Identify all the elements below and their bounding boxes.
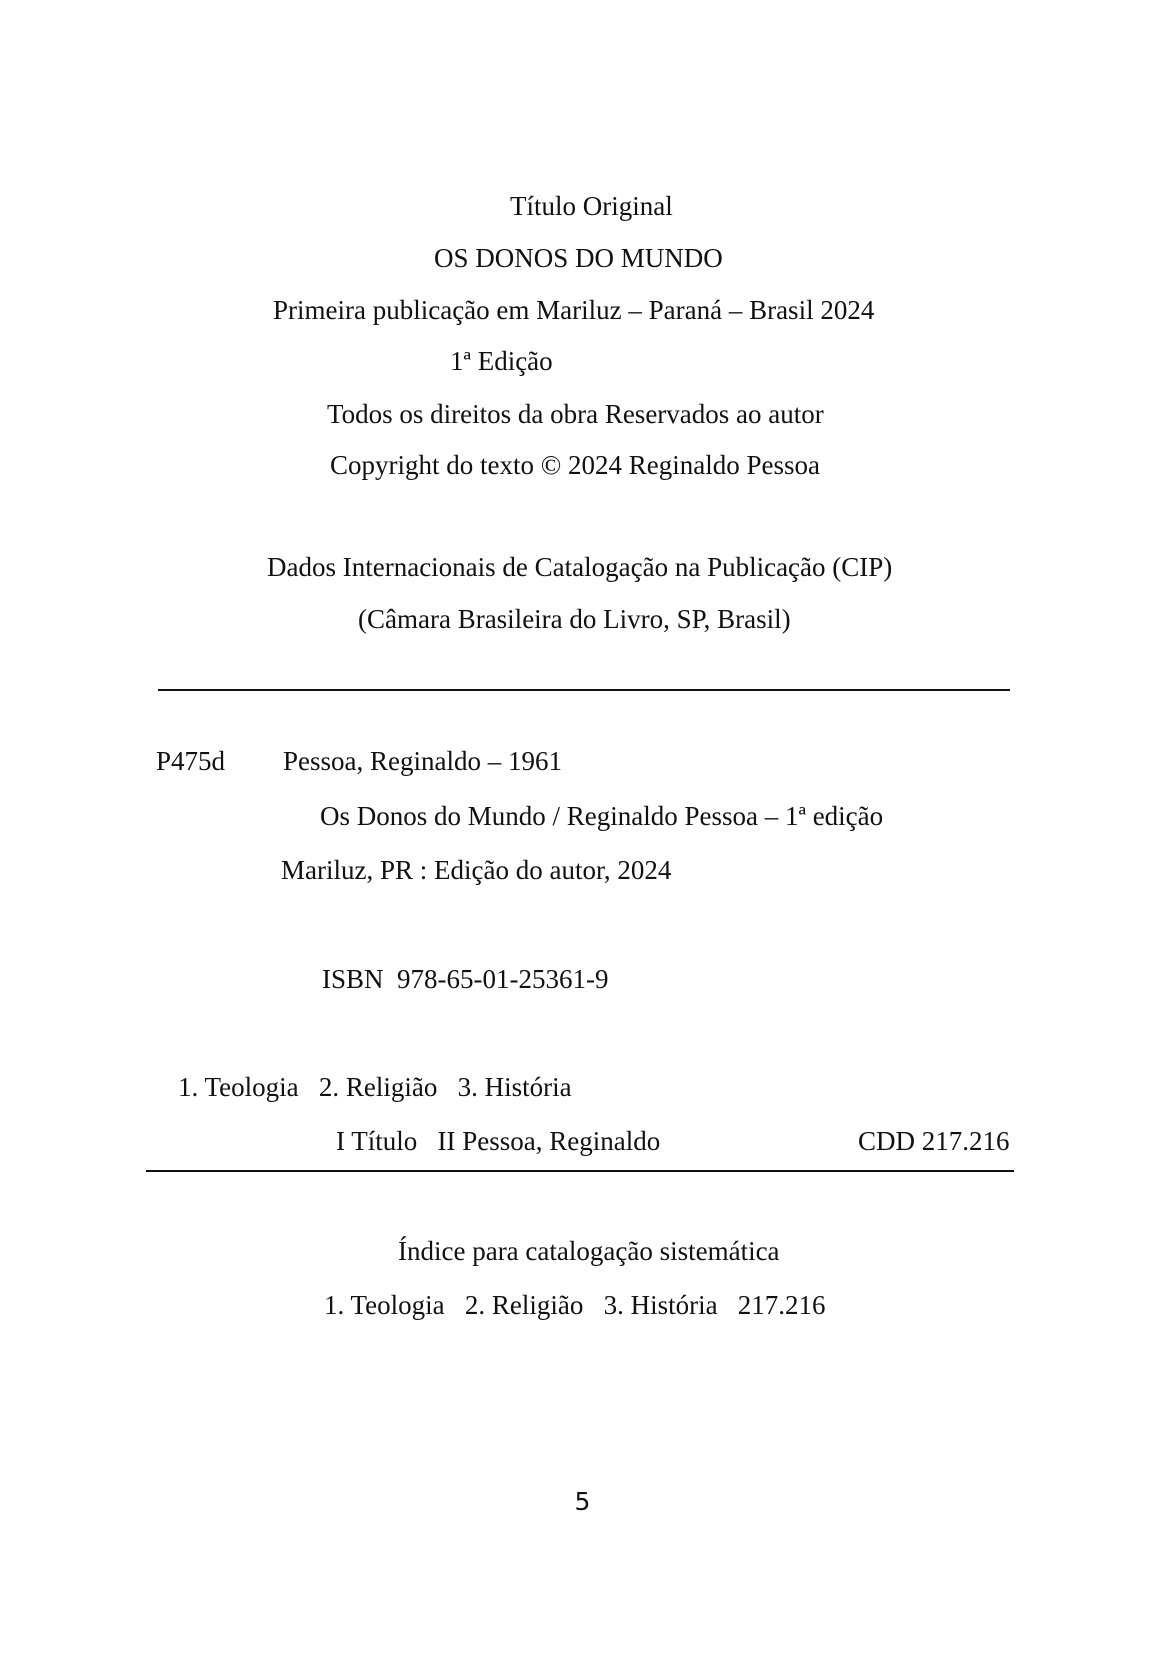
cip-source: (Câmara Brasileira do Livro, SP, Brasil) bbox=[358, 604, 791, 634]
catalog-work: Os Donos do Mundo / Reginaldo Pessoa – 1ª edição bbox=[320, 801, 884, 831]
page-number: 5 bbox=[574, 1487, 591, 1516]
book-title: OS DONOS DO MUNDO bbox=[434, 243, 723, 273]
catalog-imprint: Mariluz, PR : Edição do autor, 2024 bbox=[281, 855, 672, 885]
edition: 1ª Edição bbox=[450, 346, 553, 376]
rights-notice: Todos os direitos da obra Reservados ao autor bbox=[327, 399, 824, 429]
first-publication: Primeira publicação em Mariluz – Paraná – Brasil 2024 bbox=[273, 295, 875, 325]
index-heading: Índice para catalogação sistemática bbox=[398, 1236, 780, 1266]
original-title-label: Título Original bbox=[510, 191, 673, 221]
catalog-code: P475d bbox=[156, 746, 226, 776]
catalog-cdd: CDD 217.216 bbox=[858, 1126, 1010, 1156]
catalog-isbn: ISBN 978-65-01-25361-9 bbox=[322, 964, 609, 994]
catalog-subjects: 1. Teologia 2. Religião 3. História bbox=[178, 1072, 572, 1102]
index-items: 1. Teologia 2. Religião 3. História 217.216 bbox=[324, 1290, 826, 1320]
bottom-divider bbox=[146, 1170, 1014, 1172]
top-divider bbox=[158, 689, 1010, 691]
copyright-notice: Copyright do texto © 2024 Reginaldo Pessoa bbox=[330, 450, 820, 480]
cip-heading: Dados Internacionais de Catalogação na Publicação (CIP) bbox=[267, 552, 893, 582]
catalog-entries: I Título II Pessoa, Reginaldo bbox=[336, 1126, 661, 1156]
catalog-author: Pessoa, Reginaldo – 1961 bbox=[283, 746, 562, 776]
